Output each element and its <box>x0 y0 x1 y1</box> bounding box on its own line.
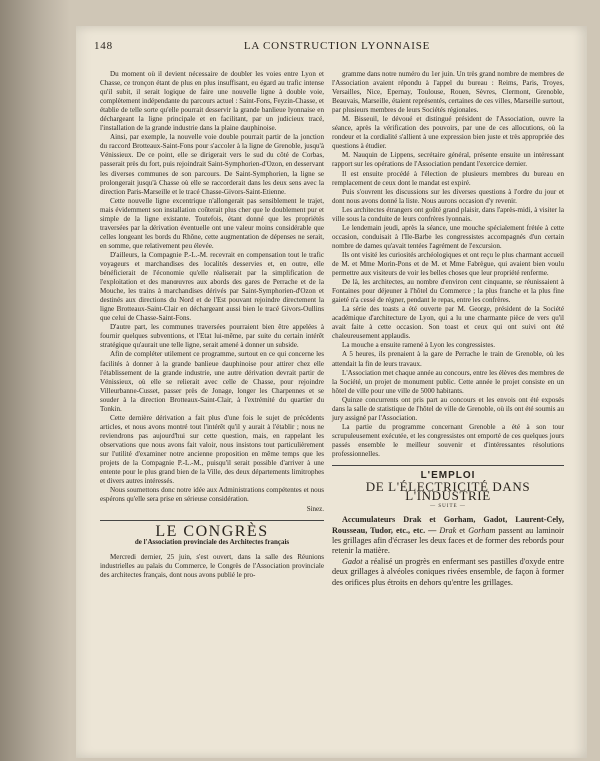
book-binding-shadow <box>0 0 70 761</box>
accumulators-lead: Accumulateurs Drak et Gorham, Gadot, Laurent-Cely, Rousseau, Tudor, etc., etc. — <box>332 515 564 535</box>
section-kicker-emploi: L'EMPLOI <box>420 470 476 482</box>
paragraph: Nous soumettons donc notre idée aux Administrations compétentes et nous espérons qu'elle sera prise en sérieuse considération. <box>100 486 324 504</box>
paragraph: De là, les architectes, au nombre d'environ cent cinquante, se réunissaient à Fontaines pour déjeuner à l'hôtel du Commerce ; la plus franche et la plus fine gaieté n'a cessé de régner, pendant le repas, entre les confrères. <box>332 278 564 305</box>
paragraph: Du moment où il devient nécessaire de doubler les voies entre Lyon et Chasse, ce tronçon étant de plus en plus insuffisant, eu égard au trafic intense qu'il subit, il serait logique de faire une nouvelle ligne à double voie, complètement indépendante du parcours actuel : Saint-Fons, Feyzin-Chasse, et établie de telle sorte qu'elle pourrait desservir la grande banlieue lyonnaise en déchargeant la ligne principale et en facilitant, par un judicieux tracé, l'installation de la grande industrie dans la plaine dauphinoise. <box>100 70 324 133</box>
paragraph: Afin de compléter utilement ce programme, surtout en ce qui concerne les facilités à donner à la grande banlieue dauphinoise pour attirer chez elle l'établissement de la grande industrie, une autre dérivation devrait partir de Vénissieux, où elle se relierait avec celle de Chasse, pour rejoindre Villeurbanne-Cusset, passer près de Jonage, longer les Charpennes et se souder à la direction Brotteaux-Saint-Clair, à l'extrémité du quartier du Tonkin. <box>100 350 324 413</box>
paragraph: A 5 heures, ils prenaient à la gare de Perrache le train de Grenoble, où les attendait la fin de leurs travaux. <box>332 350 564 368</box>
emploi-section <box>332 465 564 588</box>
emploi-body <box>332 515 564 588</box>
right-column <box>332 70 564 588</box>
paragraph: La série des toasts a été ouverte par M. George, président de la Société académique d'architecture de Lyon, qui a lu une charmante pièce de vers qu'il avait faite à cette occasion. Son toast et ceux qui ont suivi ont été chaleureusement applaudis. <box>332 305 564 341</box>
journal-title: LA CONSTRUCTION LYONNAISE <box>243 40 431 52</box>
section-title-electricite: DE L'ÉLECTRICITÉ DANS L'INDUSTRIE <box>365 479 531 504</box>
paragraph: La partie du programme concernant Grenoble a été à son tour scrupuleusement exécutée, et les congressistes ont emporté de ces quelques jours passés ensemble le meilleur souvenir et d'intéressantes résolutions professionnelles. <box>332 422 564 458</box>
paragraph: La mouche a ensuite ramené à Lyon les congressistes. <box>342 341 496 350</box>
paragraph: D'ailleurs, la Compagnie P.-L.-M. recevrait en compensation tout le trafic voyageurs et marchandises des localités desservies et, en outre, elle bénéficierait de l'économie qu'elle réaliserait par la simplification de l'exploitation et des manœuvres aux abords des gares de Perrache et de la Mouche, les trains à marchandises dérivés par Saint-Symphorien-d'Ozon et destinés aux directions du Nord et de l'Est pouvant rejoindre directement la ligne Brotteaux-Saint-Clair en déchargeant aussi bien le tracé Givors-Oullins que celui de Chasse-Saint-Fons. <box>100 250 324 323</box>
author-signature: Sinez. <box>306 505 324 514</box>
section-title-congres: LE CONGRÈS <box>155 523 269 541</box>
paragraph: Ainsi, par exemple, la nouvelle voie double pourrait partir de la jonction du raccord Brotteaux-Saint-Fons pour s'accoler à la ligne de Grenoble, jusqu'à Vénissieux. De ce point, elle se dirigerait vers le sud du côté de Corbas, passerait près du fort, puis rejoindrait Saint-Symphorien-d'Ozon, en desservant les diverses communes de son parcours. De Saint-Symphorien, la ligne se prolongerait jusqu'à Chasse où elle se raccorderait dans les deux sens avec la direction Paris-Marseille et le tracé Chasse-Givors-Saint-Etienne. <box>100 133 324 196</box>
paragraph: D'autre part, les communes traversées pourraient bien être appelées à fournir quelques subventions, et l'Etat lui-même, par suite du certain intérêt stratégique qu'aurait une telle ligne, serait amené à donner un subside. <box>100 323 324 350</box>
paragraph: Cette nouvelle ligne excentrique n'allongerait pas sensiblement le trajet, mais évidemment son installation coûterait plus cher que le doublement pur et simple de la ligne existante. Toutefois, étant donné que les propriétés traversées par la dérivation éventuelle ont une valeur moins considérable que celles longeant les bords du Rhône, cette augmentation de dépenses ne serait, en somme, que relativement peu élevée. <box>100 196 324 250</box>
paragraph: M. Nauquin de Lippens, secrétaire général, présente ensuite un intéressant rapport sur les opérations de l'Association pendant l'exercice dernier. <box>332 151 564 169</box>
paragraph: Cette dernière dérivation a fait plus d'une fois le sujet de précédents articles, et nous avons montré tout l'intérêt qu'il y aurait à l'établir ; nous ne reviendrons pas aujourd'hui sur cette question, mais, en rappelant les observations que nous avons fait valoir, nous insistons tout particulièrement sur l'utilité d'examiner notre ancienne proposition en même temps que les projets de la Compagnie P.-L.-M., puisqu'il serait possible d'arriver à une entente pour le plus grand bien de la Ville, des deux départements limitrophes et divers autres intéressés. <box>100 413 324 486</box>
inventor-name: Gorham <box>468 525 496 535</box>
paragraph: Le lendemain jeudi, après la séance, une mouche spécialement frétée à cette occasion, conduisait à l'Ile-Barbe les congressistes accompagnés d'un certain nombre de dames qu'avait tentées l'agrément de l'excursion. <box>332 223 564 250</box>
paragraph <box>332 557 564 588</box>
section-divider <box>100 520 324 521</box>
paragraph: L'Association met chaque année au concours, entre les élèves des membres de la Société, un projet de monument public. Cette année le projet consiste en un hôtel de ville pour une ville de 5000 habitants. <box>332 368 564 395</box>
paragraph-text: a réalisé un progrès en enfermant ses pastilles d'oxyde entre deux grillages à alvéoles coniques rivées ensemble, de façon à former des orifices plus étroits en dehors qu'entre les grillages. <box>332 556 565 587</box>
running-header <box>94 40 580 54</box>
suite-label: — SUITE — <box>430 504 466 510</box>
section-subtitle-congres: de l'Association provinciale des Architectes français <box>134 538 290 547</box>
paragraph-text: passent au laminoir les grillages afin d'écraser les deux faces et de former des rebords pour retenir la matière. <box>332 525 565 556</box>
paragraph <box>332 515 564 557</box>
paragraph: Quinze concurrents ont pris part au concours et les envois ont été exposés dans la salle de statistique de l'hôtel de ville de Grenoble, où ils ont été soumis au jury assigné par l'Association. <box>332 395 564 422</box>
left-column <box>100 70 324 581</box>
inventor-name: Drak <box>439 525 457 535</box>
inventor-name: Gadot <box>342 556 363 566</box>
section-divider <box>332 465 564 466</box>
paragraph: gramme dans notre numéro du 1er juin. Un très grand nombre de membres de l'Association avaient répondu à l'appel du bureau : Reims, Paris, Troyes, Versailles, Nice, Epernay, Toulouse, Rouen, Sèvres, Clermont, Grenoble, Beauvais, Marseille, étaient représentés, certaines de ces villes, Marseille surtout, par plusieurs membres de leurs Sociétés régionales. <box>332 70 564 115</box>
paragraph: Puis s'ouvrent les discussions sur les diverses questions à l'ordre du jour et dont nous avons donné la liste. Nous aurons occasion d'y revenir. <box>332 187 564 205</box>
conjunction: et <box>459 525 466 535</box>
paragraph: M. Bisseuil, le dévoué et distingué président de l'Association, ouvre la séance, après la vérification des pouvoirs, par une de ces allocutions, où la rondeur et la cordialité s'allient à une expression bien juste et très appropriée des questions à étudier. <box>332 115 564 151</box>
page-number: 148 <box>94 40 113 52</box>
paragraph: Il est ensuite procédé à l'élection de plusieurs membres du bureau en remplacement de ceux dont le mandat est expiré. <box>332 169 564 187</box>
paragraph: Mercredi dernier, 25 juin, s'est ouvert, dans la salle des Réunions industrielles au palais du Commerce, le Congrès de l'Association provinciale des architectes français, dont nous avons publié le pro- <box>100 553 324 580</box>
paragraph: Les architectes étrangers ont goûté grand plaisir, dans l'après-midi, à visiter la ville sous la conduite de leurs confrères lyonnais. <box>332 205 564 223</box>
paragraph: Ils ont visité les curiosités archéologiques et ont reçu le plus charmant accueil de M. et Mme Morin-Pons et de M. et Mme Fabrègue, qui avaient bien voulu permettre aux visiteurs de voir les belles choses que leur propriété renferme. <box>332 250 564 278</box>
